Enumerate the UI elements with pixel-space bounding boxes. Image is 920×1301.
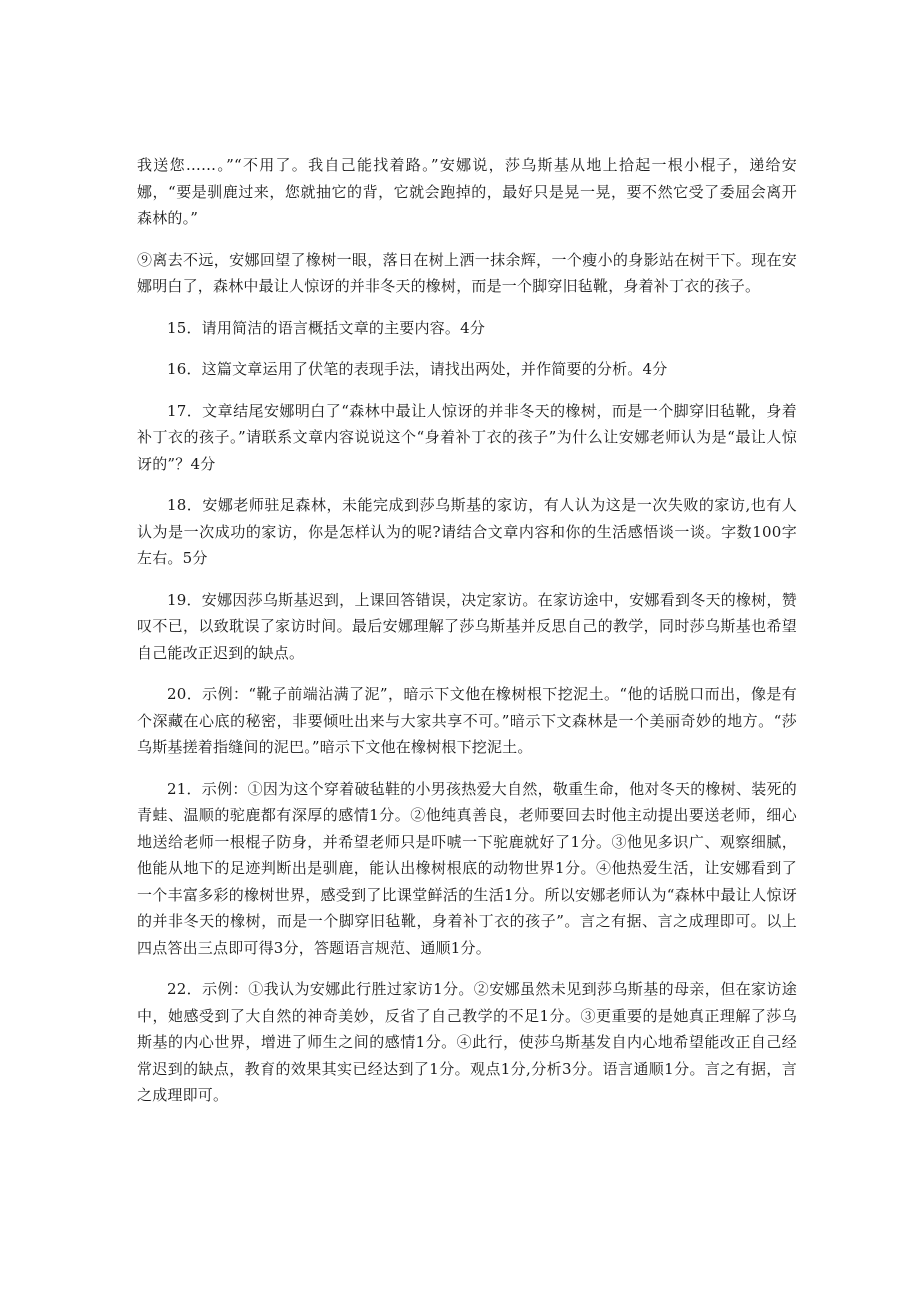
question-17: 17．文章结尾安娜明白了“森林中最让人惊讶的并非冬天的橡树，而是一个脚穿旧毡靴，身着补丁衣的孩子。”请联系文章内容说说这个“身着补丁衣的孩子”为什么让安娜老师认为是“最让人惊讶的”？4分 [137,401,797,473]
question-18: 18．安娜老师驻足森林，未能完成到莎乌斯基的家访，有人认为这是一次失败的家访,也有人认为是一次成功的家访，你是怎样认为的呢?请结合文章内容和你的生活感悟谈一谈。字数100字左右。5分 [137,496,797,567]
question-15: 15．请用简洁的语言概括文章的主要内容。4分 [167,318,486,337]
answer-19: 19．安娜因莎乌斯基迟到，上课回答错误，决定家访。在家访途中，安娜看到冬天的橡树，赞叹不已，以致耽误了家访时间。最后安娜理解了莎乌斯基并反思自己的教学，同时莎乌斯基也希望自己能改正迟到的缺点。 [137,590,797,662]
paragraph-9: ⑨离去不远，安娜回望了橡树一眼，落日在树上洒一抹余辉，一个瘦小的身影站在树干下。现在安娜明白了，森林中最让人惊讶的并非冬天的橡树，而是一个脚穿旧毡靴，身着补丁衣的孩子。 [137,250,797,295]
answer-21: 21．示例：①因为这个穿着破毡鞋的小男孩热爱大自然，敬重生命，他对冬天的橡树、装死的青蛙、温顺的驼鹿都有深厚的感情1分。②他纯真善良，老师要回去时他主动提出要送老师，细心地送给老师一根棍子防身，并希望老师只是吓唬一下驼鹿就好了1分。③他见多识广、观察细腻，他能从地下的足迹判断出是驯鹿，能认出橡树根底的动物世界1分。④他热爱生活，让安娜看到了一个丰富多彩的橡树世界，感受到了比课堂鲜活的生活1分。所以安娜老师认为“森林中最让人惊讶的并非冬天的橡树，而是一个脚穿旧毡靴，身着补丁衣的孩子”。言之有据、言之成理即可。以上四点答出三点即可得3分，答题语言规范、通顺1分。 [137,779,797,957]
paragraph-story-end: 我送您……。”“不用了。我自己能找着路。”安娜说，莎乌斯基从地上拾起一根小棍子，递给安娜，“要是驯鹿过来，您就抽它的背，它就会跑掉的，最好只是晃一晃，要不然它受了委屈会离开森林的。” [137,156,797,227]
document-page [137,152,797,1124]
question-16: 16．这篇文章运用了伏笔的表现手法，请找出两处，并作简要的分析。4分 [167,360,668,378]
answer-22: 22．示例：①我认为安娜此行胜过家访1分。②安娜虽然未见到莎乌斯基的母亲，但在家访途中，她感受到了大自然的神奇美妙，反省了自己教学的不足1分。③更重要的是她真正理解了莎乌斯基的内心世界，增进了师生之间的感情1分。④此行，使莎乌斯基发自内心地希望能改正自己经常迟到的缺点，教育的效果其实已经达到了1分。观点1分,分析3分。语言通顺1分。言之有据，言之成理即可。 [137,980,797,1104]
answer-20: 20．示例：“靴子前端沾满了泥”，暗示下文他在橡树根下挖泥土。“他的话脱口而出，像是有个深藏在心底的秘密，非要倾吐出来与大家共享不可。”暗示下文森林是一个美丽奇妙的地方。“莎乌斯基搓着指缝间的泥巴。”暗示下文他在橡树根下挖泥土。 [137,685,797,756]
